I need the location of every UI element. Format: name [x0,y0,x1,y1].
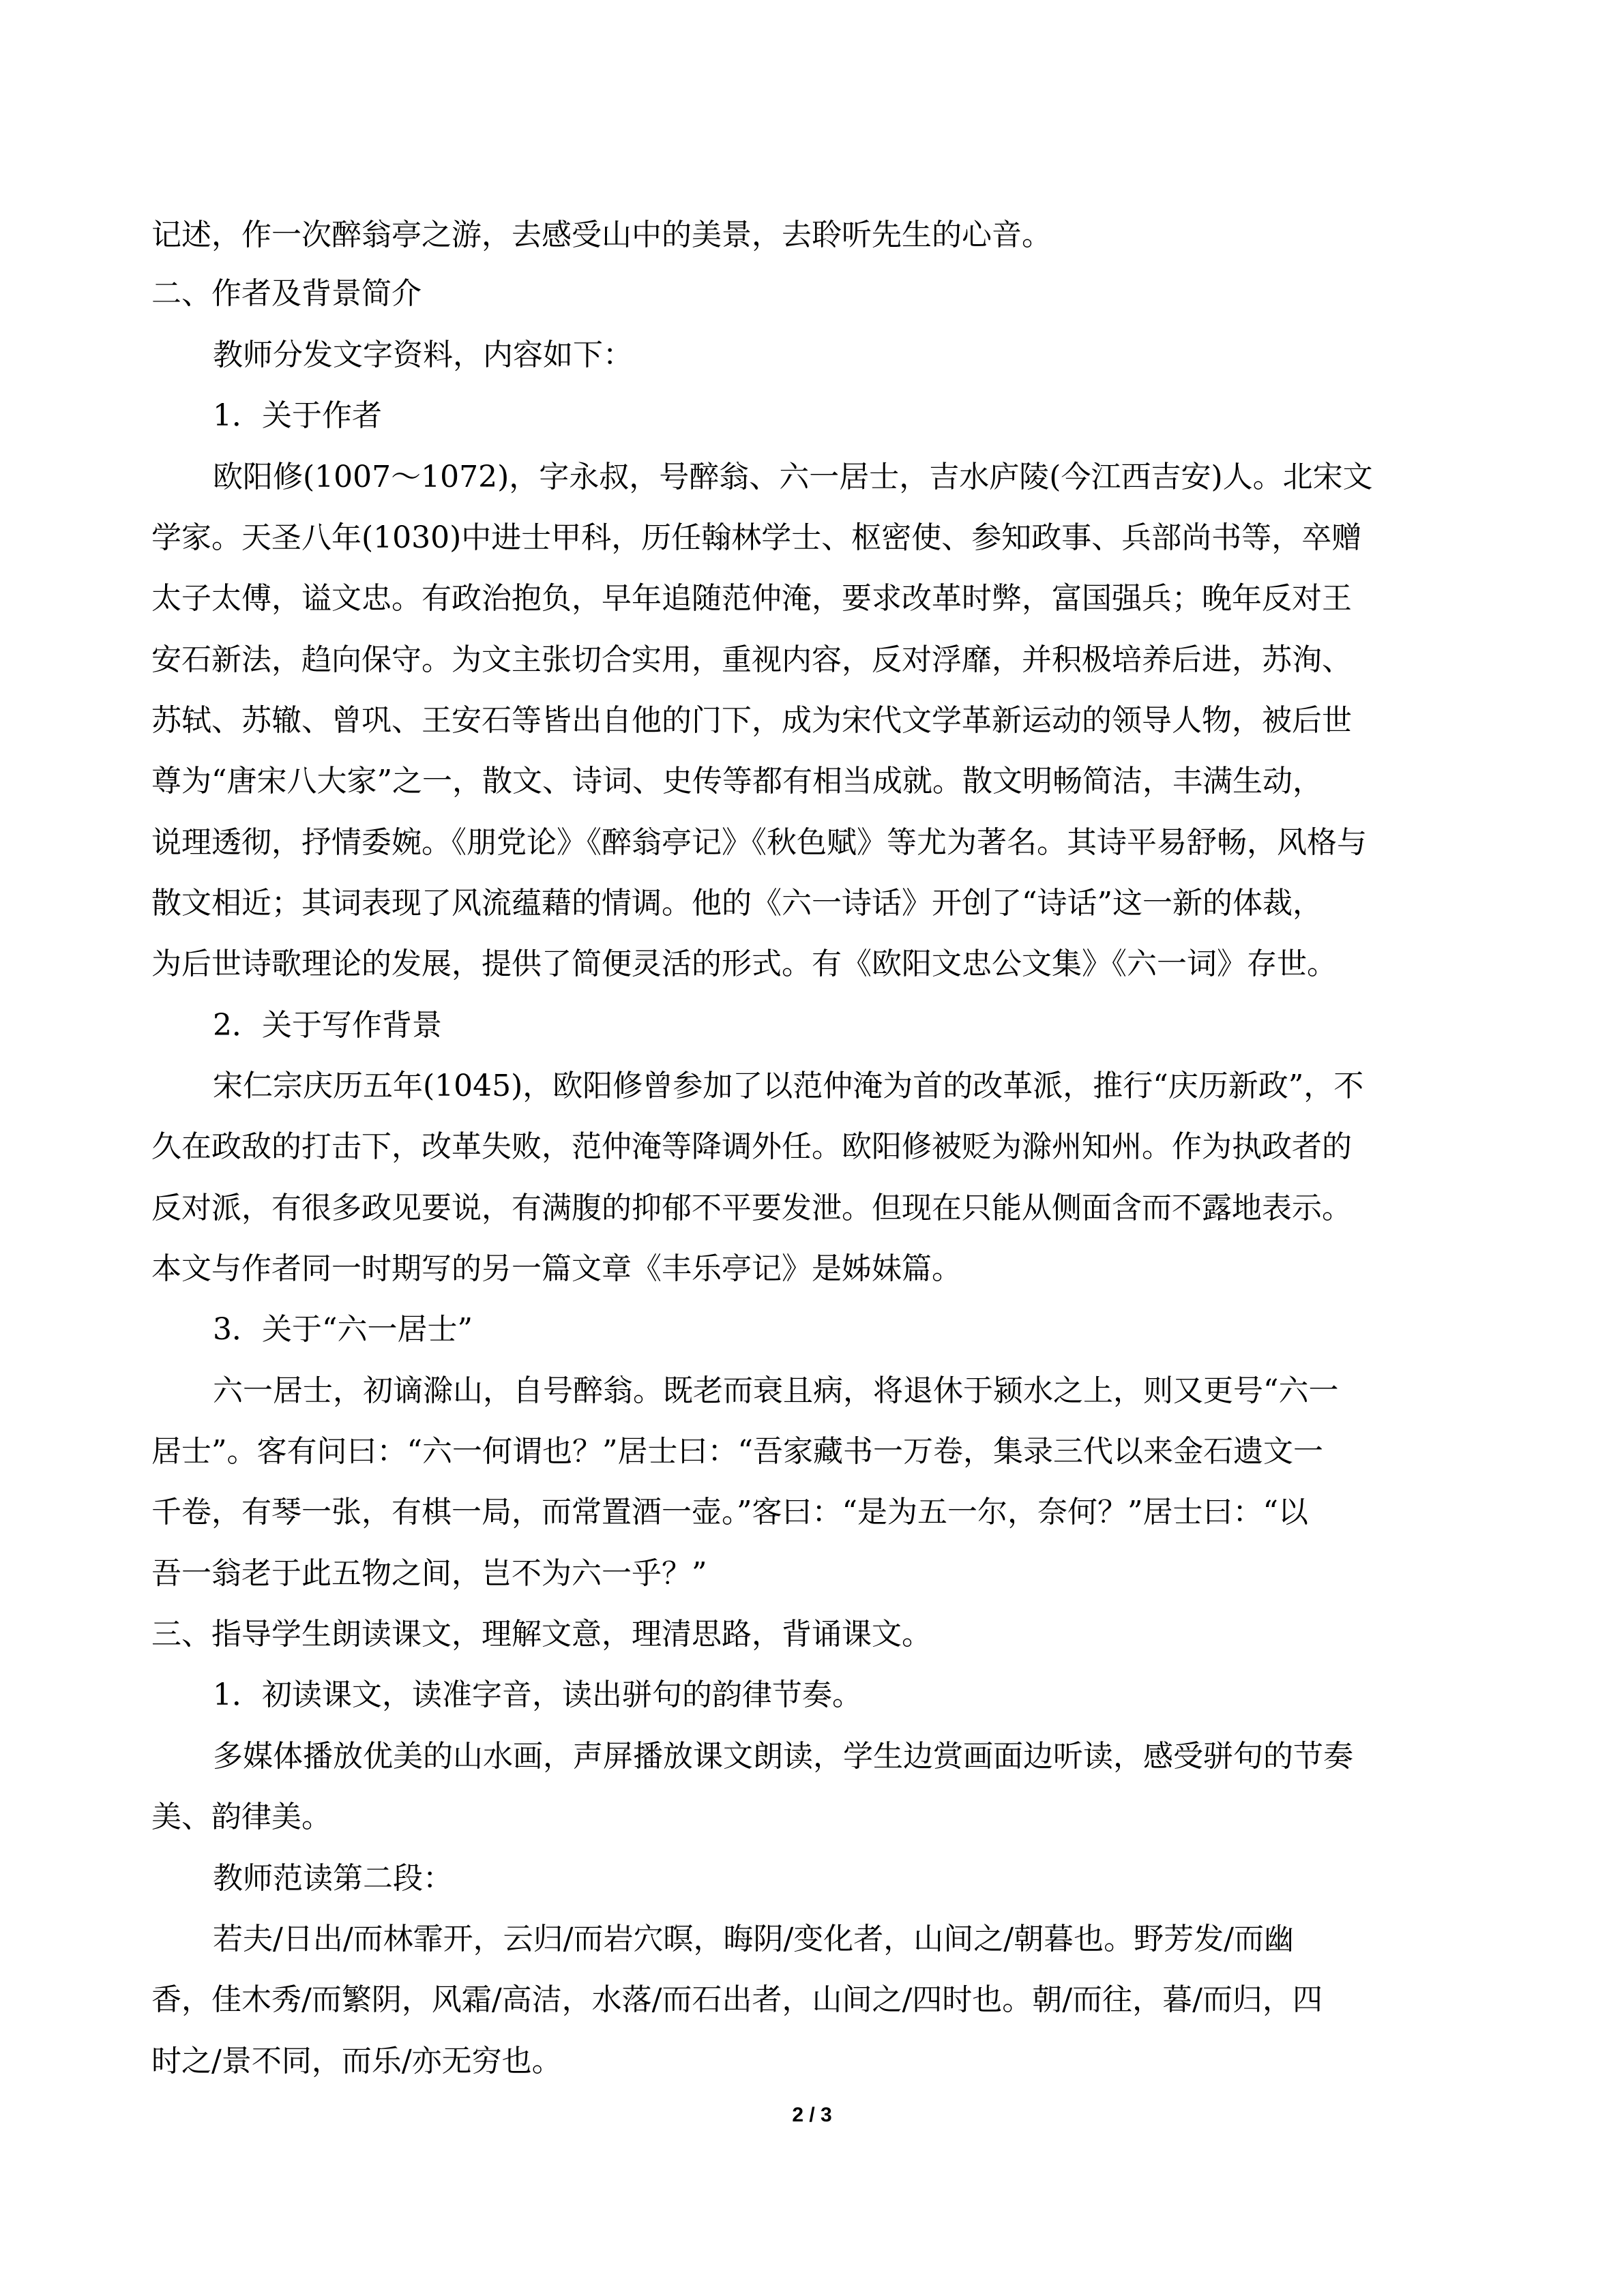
subsection-heading: 1．关于作者 [213,398,382,433]
paragraph-line: 太子太傅，谥文忠。有政治抱负，早年追随范仲淹，要求改革时弊，富国强兵；晚年反对王 [151,581,1352,616]
paragraph-line: 尊为“唐宋八大家”之一，散文、诗词、史传等都有相当成就。散文明畅简洁，丰满生动， [151,764,1323,799]
subsection-heading: 1．初读课文，读准字音，读出骈句的韵律节奏。 [213,1678,862,1712]
paragraph-line: 散文相近；其词表现了风流蕴藉的情调。他的《六一诗话》开创了“诗话”这一新的体裁， [151,886,1323,921]
paragraph-line: 千卷，有琴一张，有棋一局，而常置酒一壶。”客曰：“是为五一尔，奈何？”居士曰：“以 [151,1495,1308,1530]
paragraph-line: 本文与作者同一时期写的另一篇文章《丰乐亭记》是姊妹篇。 [151,1251,962,1286]
paragraph-line: 安石新法，趋向保守。为文主张切合实用，重视内容，反对浮靡，并积极培养后进，苏洵、 [151,642,1352,677]
paragraph-line: 为后世诗歌理论的发展，提供了简便灵活的形式。有《欧阳文忠公文集》《六一词》存世。 [151,946,1337,981]
paragraph-line: 时之/景不同，而乐/亦无穷也。 [151,2044,562,2078]
subsection-heading: 3．关于“六一居士” [213,1312,473,1347]
page-number: 2 / 3 [792,2104,832,2126]
paragraph-line: 教师分发文字资料，内容如下： [213,338,633,372]
paragraph-line: 六一居士，初谪滁山，自号醉翁。既老而衰且病，将退休于颍水之上，则又更号“六一 [213,1373,1339,1408]
paragraph-line: 美、韵律美。 [151,1800,331,1834]
section-heading: 三、指导学生朗读课文，理解文意，理清思路，背诵课文。 [151,1617,932,1652]
paragraph-line: 苏轼、苏辙、曾巩、王安石等皆出自他的门下，成为宋代文学革新运动的领导人物，被后世 [151,703,1352,738]
paragraph-line: 居士”。客有问曰：“六一何谓也？”居士曰：“吾家藏书一万卷，集录三代以来金石遗文一 [151,1434,1323,1469]
paragraph-line: 宋仁宗庆历五年(1045)，欧阳修曾参加了以范仲淹为首的改革派，推行“庆历新政”，不 [213,1069,1364,1103]
paragraph-line: 香，佳木秀/而繁阴，风霜/高洁，水落/而石出者，山间之/四时也。朝/而往，暮/而归，四 [151,1982,1323,2017]
paragraph-line: 若夫/日出/而林霏开，云归/而岩穴暝，晦阴/变化者，山间之/朝暮也。野芳发/而幽 [213,1922,1294,1956]
section-heading: 二、作者及背景简介 [151,276,422,311]
paragraph-line: 学家。天圣八年(1030)中进士甲科，历任翰林学士、枢密使、参知政事、兵部尚书等，卒赠 [151,520,1362,555]
paragraph-line: 反对派，有很多政见要说，有满腹的抑郁不平要发泄。但现在只能从侧面含而不露地表示。 [151,1191,1352,1225]
paragraph-line: 记述，作一次醉翁亭之游，去感受山中的美景，去聆听先生的心音。 [151,218,1052,252]
subsection-heading: 2．关于写作背景 [213,1008,442,1043]
paragraph-line: 欧阳修(1007～1072)，字永叔，号醉翁、六一居士，吉水庐陵(今江西吉安)人。北宋文 [213,460,1373,494]
paragraph-line: 教师范读第二段： [213,1861,453,1896]
paragraph-line: 说理透彻，抒情委婉。《朋党论》《醉翁亭记》《秋色赋》等尤为著名。其诗平易舒畅，风格与 [151,825,1367,860]
paragraph-line: 多媒体播放优美的山水画，声屏播放课文朗读，学生边赏画面边听读，感受骈句的节奏 [213,1739,1353,1774]
paragraph-line: 吾一翁老于此五物之间，岂不为六一乎？” [151,1556,707,1591]
paragraph-line: 久在政敌的打击下，改革失败，范仲淹等降调外任。欧阳修被贬为滁州知州。作为执政者的 [151,1129,1352,1164]
